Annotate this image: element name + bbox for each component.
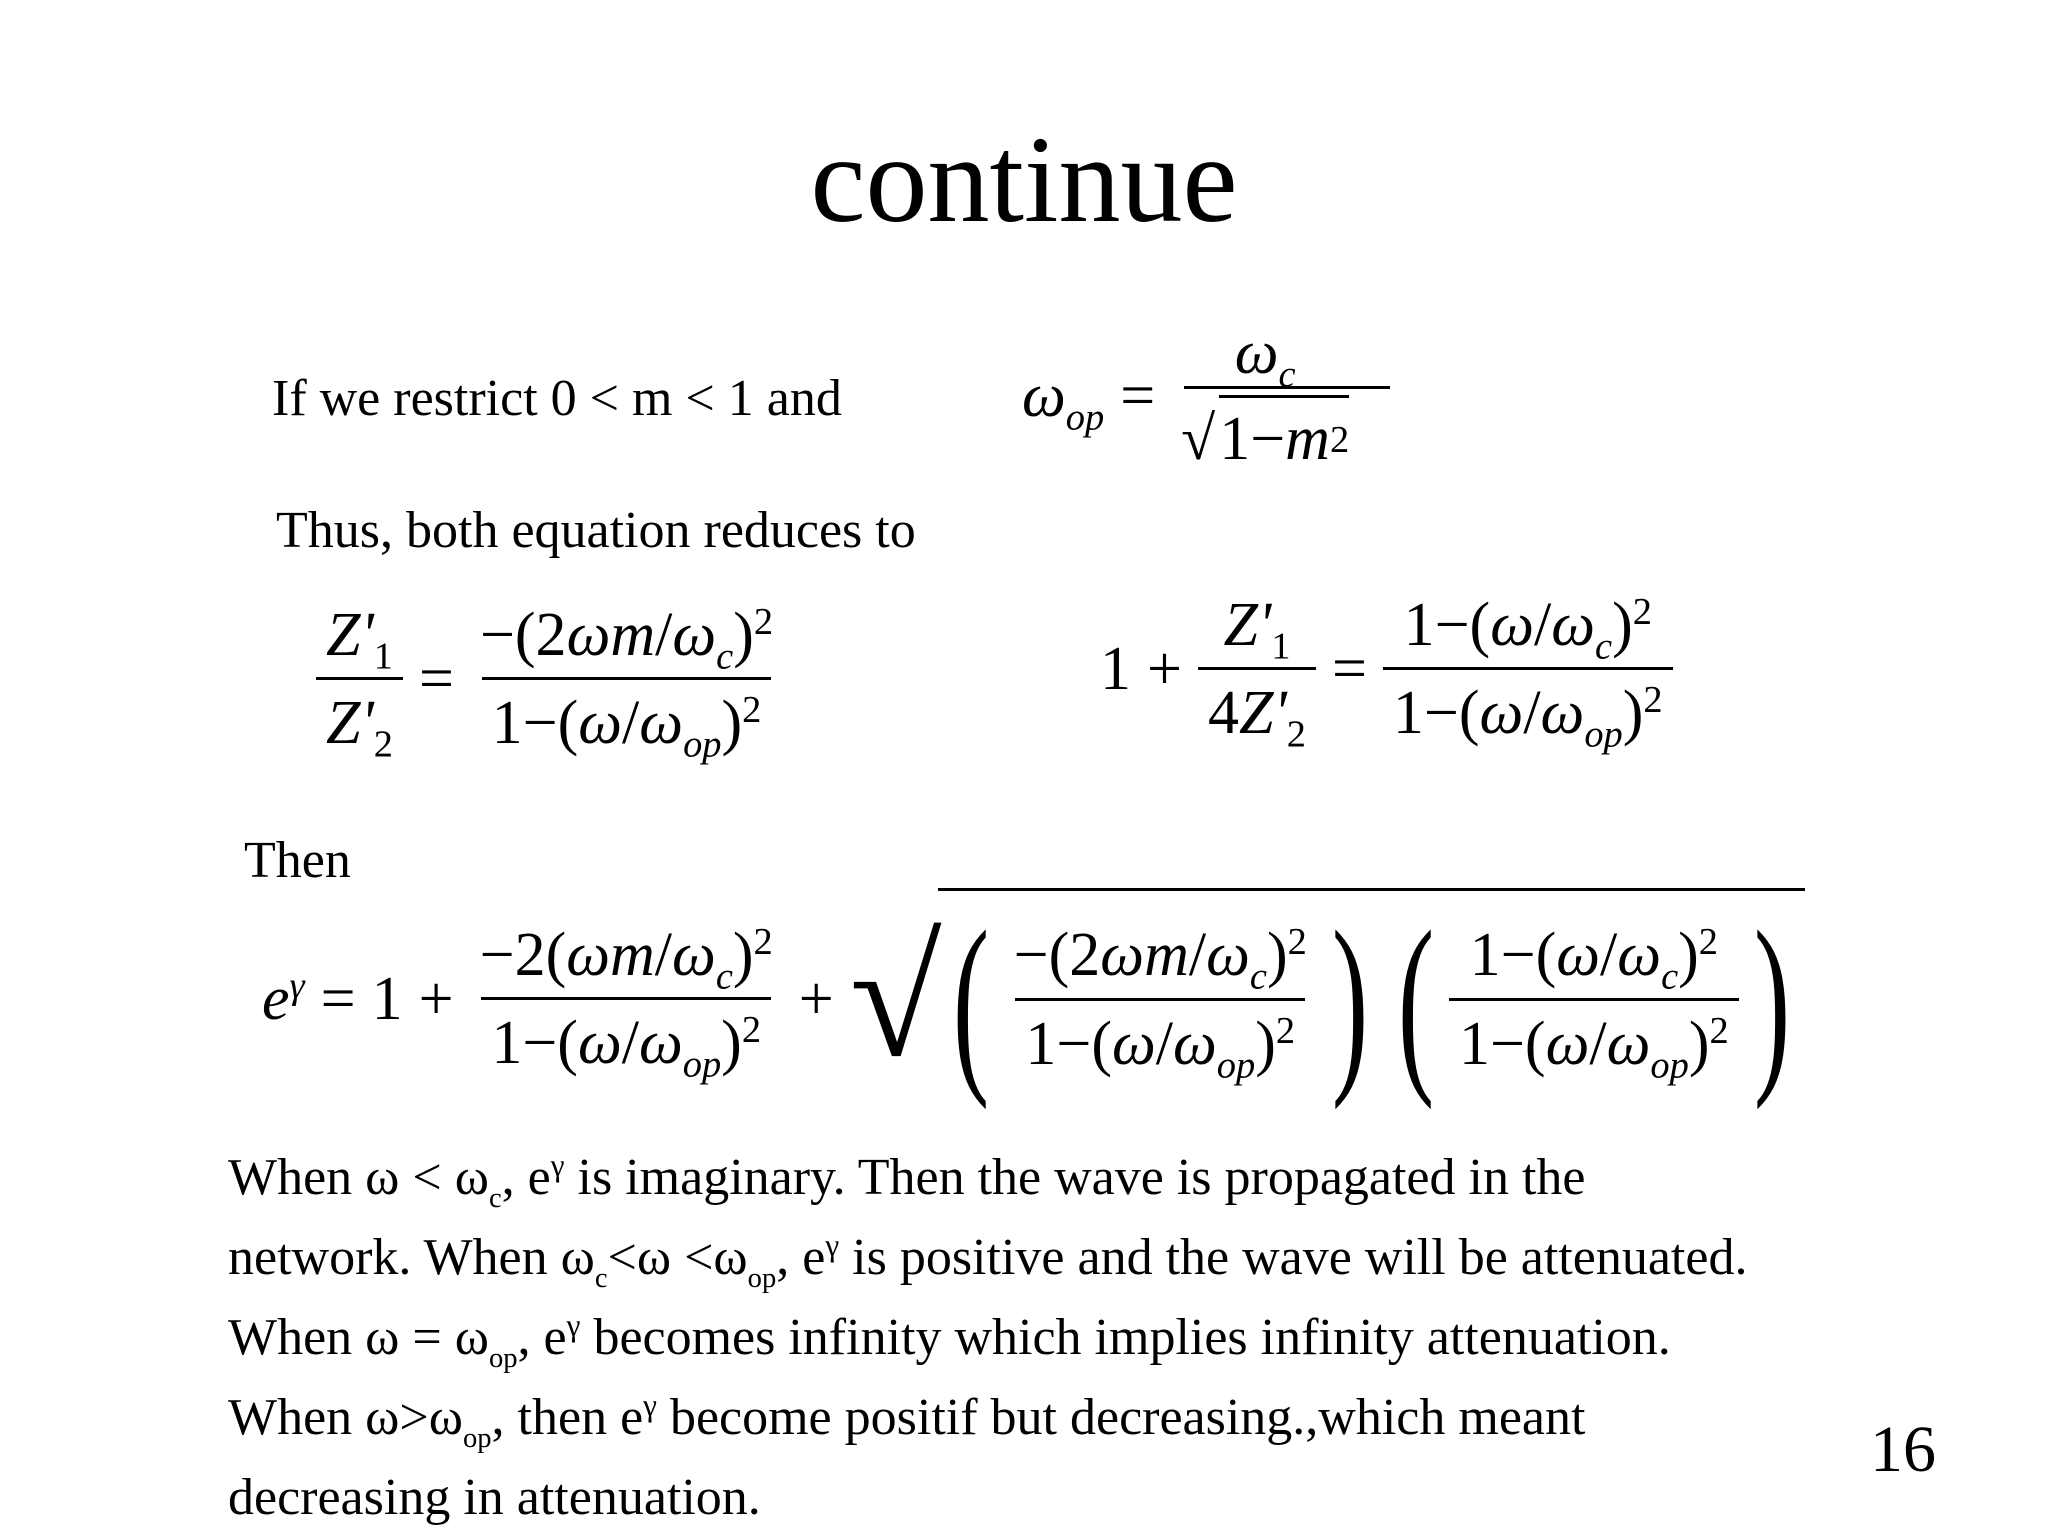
thus-text: Thus, both equation reduces to bbox=[276, 502, 916, 559]
z-sum-equation: 1 + $\frac{Z'_1}{4Z'_2}$ = $\frac{1-(\omega/\omega_c)^2}{1-(\omega/\omega_{op})^2}$ bbox=[1100, 590, 1673, 750]
fraction-bar bbox=[1184, 386, 1390, 389]
slide-title: continue bbox=[810, 111, 1238, 248]
z-ratio-equation: $\frac{Z'_1}{Z'_2}$ = $\frac{-(2\omega m/\omega_c)^2}{1-(\omega/\omega_{op})^2}$ bbox=[316, 600, 783, 760]
then-text: Then bbox=[244, 832, 351, 889]
explanation-paragraph bbox=[228, 1138, 1747, 1538]
e-gamma-equation: $e^\gamma$ = 1 + $\frac{-2(\omega m/\omega_c)^2}{1-(\omega/\omega_{op})^2}$ + √ ( $\frac{-(2\omega m/\omega_c)^2}{1-(\omega/\omega_{op})^2}$ ) ( $\frac{1-(\omega/\omega_c)^2}{1-(\omega/\omega_{op})^2}$ ) bbox=[262, 900, 1805, 1099]
explanation-line-5: decreasing in attenuation. bbox=[228, 1469, 761, 1526]
explanation-line-1: When $\omega < \omega_c$, $e^\gamma$ is imaginary. Then the wave is propagated in the bbox=[228, 1147, 1586, 1214]
omega-op-formula: $\omega_{op}$ = $\omega_c$ √ 1 − m 2 bbox=[1022, 318, 1359, 476]
explanation-line-4: When $\omega>\omega_{op}$, then $e^\gamma$ become positif but decreasing.,which meant bbox=[228, 1387, 1586, 1454]
explanation-line-2: network. When $\omega_c<\omega <\omega_{op}$, $e^\gamma$ is positive and the wave will be attenuated. bbox=[228, 1227, 1748, 1294]
explanation-line-3: When $\omega = \omega_{op}$, $e^\gamma$ becomes infinity which implies infinity attenuation. bbox=[228, 1307, 1671, 1374]
page-number: 16 bbox=[1870, 1413, 1936, 1486]
restrict-text: If we restrict 0 < m < 1 and bbox=[272, 370, 842, 427]
